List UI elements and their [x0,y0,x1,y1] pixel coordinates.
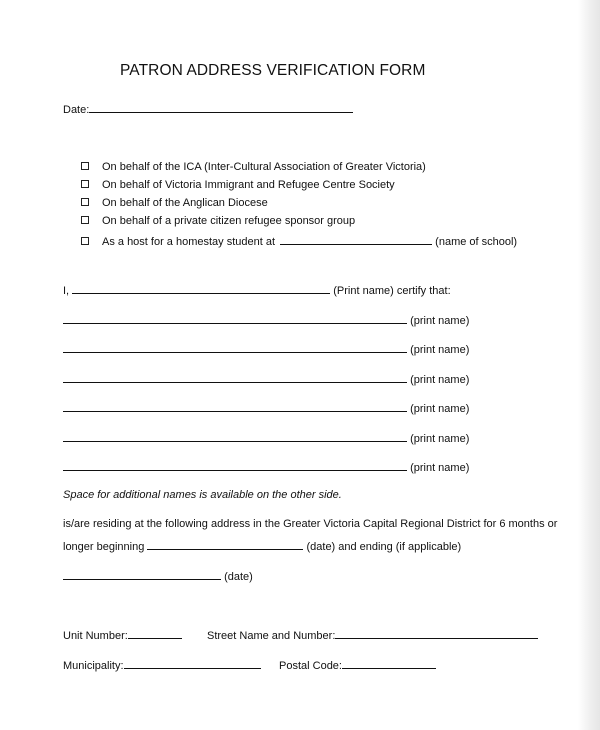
end-date-label: (date) [224,571,253,583]
end-date-field[interactable] [63,568,221,580]
postal-row [279,657,436,672]
begin-date-field[interactable] [147,538,303,550]
certifier-name-field[interactable] [72,282,330,294]
postal-label: Postal Code: [279,660,342,672]
end-label: (date) and ending (if applicable) [306,541,462,553]
date-label: Date: [63,104,90,116]
print-name-label: (print name) [410,433,470,445]
option-label: On behalf of the ICA (Inter-Cultural Association of Greater Victoria) [102,161,426,173]
street-label: Street Name and Number: [207,630,336,642]
print-name-label: (print name) [410,403,470,415]
unit-field[interactable] [128,627,182,639]
checkbox[interactable] [81,162,89,170]
print-name-row [63,312,469,327]
municipality-label: Municipality: [63,660,124,672]
unit-row [63,627,182,642]
option-homestay[interactable] [81,233,517,248]
print-name-field[interactable] [63,371,407,383]
print-name-row [63,341,469,356]
residing-line-1: is/are residing at the following address in the Greater Victoria Capital Regional District for 6 months or [63,518,558,530]
print-name-field[interactable] [63,312,407,324]
street-row [207,627,538,642]
checkbox[interactable] [81,198,89,206]
additional-names-note: Space for additional names is available on the other side. [63,489,342,501]
residing-line-2 [63,538,461,553]
certify-row [63,282,451,297]
option-ica[interactable] [81,161,426,173]
end-date-row [63,568,253,583]
checkbox[interactable] [81,216,89,224]
print-name-label: (print name) [410,374,470,386]
print-name-field[interactable] [63,400,407,412]
certify-prefix: I, [63,285,70,297]
print-name-row [63,371,469,386]
checkbox[interactable] [81,180,89,188]
unit-label: Unit Number: [63,630,128,642]
school-suffix: (name of school) [435,236,518,248]
form-title: PATRON ADDRESS VERIFICATION FORM [120,62,426,79]
option-label: On behalf of Victoria Immigrant and Refugee Centre Society [102,179,395,191]
begin-label: longer beginning [63,541,145,553]
date-row [63,101,353,116]
checkbox[interactable] [81,237,89,245]
print-name-field[interactable] [63,430,407,442]
date-field[interactable] [89,101,353,113]
option-label: As a host for a homestay student at [102,236,276,248]
municipality-field[interactable] [124,657,261,669]
option-label: On behalf of a private citizen refugee sponsor group [102,215,356,227]
page-edge-shadow [578,0,600,730]
school-name-field[interactable] [280,233,432,245]
print-name-row [63,400,469,415]
print-name-label: (print name) [410,344,470,356]
print-name-label: (print name) [410,315,470,327]
postal-field[interactable] [342,657,436,669]
print-name-field[interactable] [63,341,407,353]
print-name-row [63,430,469,445]
option-label: On behalf of the Anglican Diocese [102,197,268,209]
municipality-row [63,657,261,672]
option-vircs[interactable] [81,179,395,191]
option-private-sponsor[interactable] [81,215,355,227]
print-name-label: (print name) [410,462,470,474]
print-name-field[interactable] [63,459,407,471]
print-name-row [63,459,469,474]
option-anglican[interactable] [81,197,268,209]
street-field[interactable] [335,627,538,639]
certify-suffix: (Print name) certify that: [333,285,451,297]
